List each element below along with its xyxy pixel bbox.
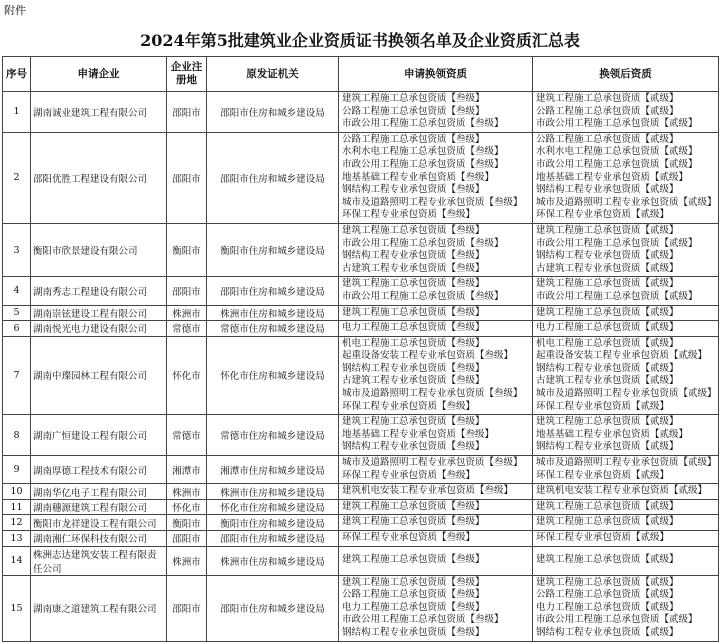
qualification-item: 地基基础工程专业承包资质【贰级】 (536, 428, 689, 440)
header-no: 序号 (3, 57, 31, 92)
qualification-item: 钢结构工程专业承包资质【叁级】 (342, 441, 485, 453)
table-row (3, 277, 719, 305)
cell-authority: 怀化市住房和城乡建设局 (207, 499, 339, 515)
table-row (3, 546, 719, 575)
cell-after (533, 277, 719, 305)
cell-company: 湖南湘仁环保科技有限公司 (31, 531, 167, 547)
qualification-item: 市政公用工程施工总承包资质【贰级】 (536, 118, 698, 130)
qualification-item: 城市及道路照明工程专业承包资质【叁级】 (342, 196, 523, 208)
cell-after (533, 515, 719, 531)
qualification-item: 城市及道路照明工程专业承包资质【叁级】 (342, 388, 523, 400)
header-after: 换领后资质 (533, 57, 719, 92)
cell-apply (339, 223, 533, 276)
qualification-item: 建筑机电安装工程专业承包资质【贰级】 (536, 485, 708, 497)
cell-company: 湖南中璨园林工程有限公司 (31, 336, 167, 415)
qualification-item: 环保工程专业承包资质【贰级】 (536, 469, 670, 481)
qualification-item: 城市及道路照明工程专业承包资质【贰级】 (536, 457, 717, 469)
qualification-item: 建筑工程施工总承包资质【叁级】 (342, 306, 485, 318)
qualification-item: 地基基础工程专业承包资质【贰级】 (536, 171, 689, 183)
cell-place: 邵阳市 (167, 92, 207, 133)
page-title: 2024年第5批建筑业企业资质证书换领名单及企业资质汇总表 (140, 31, 580, 50)
qualification-item: 市政公用工程施工总承包资质【贰级】 (536, 237, 698, 249)
cell-apply (339, 336, 533, 415)
cell-apply (339, 499, 533, 515)
cell-place: 衡阳市 (167, 223, 207, 276)
cell-authority: 邵阳市住房和城乡建设局 (207, 531, 339, 547)
table-row (3, 305, 719, 321)
qualification-item: 钢结构工程专业承包资质【叁级】 (342, 362, 485, 374)
cell-authority: 衡阳市住房和城乡建设局 (207, 515, 339, 531)
cell-apply (339, 515, 533, 531)
cell-after (533, 415, 719, 456)
cell-place: 怀化市 (167, 499, 207, 515)
cell-apply (339, 277, 533, 305)
attachment-label: 附件 (4, 4, 26, 17)
qualification-item: 电力工程施工总承包资质【叁级】 (342, 322, 485, 334)
qualification-item: 建筑工程施工总承包资质【贰级】 (536, 416, 679, 428)
cell-no: 14 (3, 546, 31, 575)
qualification-item: 机电工程施工总承包资质【贰级】 (536, 337, 679, 349)
qualification-item: 建筑工程施工总承包资质【贰级】 (536, 500, 679, 512)
cell-after (533, 336, 719, 415)
table-row (3, 499, 719, 515)
qualification-item: 建筑工程施工总承包资质【叁级】 (342, 416, 485, 428)
qualification-item: 建筑工程施工总承包资质【贰级】 (536, 278, 679, 290)
cell-place: 株洲市 (167, 305, 207, 321)
cell-after (533, 321, 719, 337)
qualification-item: 建筑工程施工总承包资质【叁级】 (342, 224, 485, 236)
cell-company: 衡阳市欣景建设有限公司 (31, 223, 167, 276)
table-row (3, 92, 719, 133)
qualification-item: 地基基础工程专业承包资质【叁级】 (342, 171, 495, 183)
qualification-item: 钢结构工程专业承包资质【叁级】 (342, 184, 485, 196)
qualification-item: 市政公用工程施工总承包资质【叁级】 (342, 614, 504, 626)
cell-company: 湖南穗源建筑工程有限公司 (31, 499, 167, 515)
cell-authority: 邵阳市住房和城乡建设局 (207, 575, 339, 641)
cell-authority: 怀化市住房和城乡建设局 (207, 336, 339, 415)
cell-apply (339, 546, 533, 575)
table-row (3, 132, 719, 223)
qualification-item: 钢结构工程专业承包资质【贰级】 (536, 184, 679, 196)
cell-apply (339, 132, 533, 223)
qualification-item: 环保工程专业承包资质【贰级】 (536, 400, 670, 412)
qualification-item: 市政公用工程施工总承包资质【贰级】 (536, 158, 698, 170)
cell-apply (339, 92, 533, 133)
qualification-item: 环保工程专业承包资质【叁级】 (342, 209, 476, 221)
qualification-item: 环保工程专业承包资质【叁级】 (342, 469, 476, 481)
qualification-item: 建筑工程施工总承包资质【贰级】 (536, 224, 679, 236)
qualification-item: 起重设备安装工程专业承包资质【叁级】 (342, 350, 514, 362)
cell-after (533, 531, 719, 547)
cell-apply (339, 456, 533, 484)
cell-no: 1 (3, 92, 31, 133)
table-row (3, 484, 719, 500)
table-row (3, 515, 719, 531)
table-row (3, 531, 719, 547)
cell-company: 衡阳市龙祥建设工程有限公司 (31, 515, 167, 531)
cell-place: 常德市 (167, 321, 207, 337)
qualification-item: 建筑工程施工总承包资质【贰级】 (536, 554, 679, 566)
table-row (3, 575, 719, 641)
header-company: 申请企业 (31, 57, 167, 92)
qualification-item: 市政公用工程施工总承包资质【贰级】 (536, 614, 698, 626)
cell-place: 邵阳市 (167, 575, 207, 641)
cell-authority: 衡阳市住房和城乡建设局 (207, 223, 339, 276)
qualification-item: 市政公用工程施工总承包资质【叁级】 (342, 118, 504, 130)
qualification-item: 城市及道路照明工程专业承包资质【叁级】 (342, 457, 523, 469)
cell-after (533, 575, 719, 641)
cell-company: 湖南秀志工程建设有限公司 (31, 277, 167, 305)
qualification-item: 电力工程施工总承包资质【叁级】 (342, 601, 485, 613)
cell-no: 6 (3, 321, 31, 337)
qualification-item: 古建筑工程专业承包资质【贰级】 (536, 375, 679, 387)
qualification-item: 钢结构工程专业承包资质【叁级】 (342, 626, 485, 638)
cell-place: 衡阳市 (167, 515, 207, 531)
cell-apply (339, 575, 533, 641)
cell-authority: 株洲市住房和城乡建设局 (207, 305, 339, 321)
table-row (3, 456, 719, 484)
cell-company: 株洲志达建筑安装工程有限责任公司 (31, 546, 167, 575)
cell-place: 邵阳市 (167, 277, 207, 305)
table-header-row (3, 57, 719, 92)
table-row (3, 223, 719, 276)
cell-no: 2 (3, 132, 31, 223)
cell-company: 邵阳优胜工程建设有限公司 (31, 132, 167, 223)
cell-no: 11 (3, 499, 31, 515)
qualification-item: 建筑工程施工总承包资质【贰级】 (536, 576, 679, 588)
qualification-item: 电力工程施工总承包资质【贰级】 (536, 601, 679, 613)
cell-authority: 常德市住房和城乡建设局 (207, 321, 339, 337)
qualification-item: 公路工程施工总承包资质【贰级】 (536, 589, 679, 601)
qualification-item: 钢结构工程专业承包资质【贰级】 (536, 626, 679, 638)
cell-apply (339, 305, 533, 321)
qualification-item: 建筑工程施工总承包资质【贰级】 (536, 516, 679, 528)
cell-after (533, 223, 719, 276)
qualification-item: 环保工程专业承包资质【贰级】 (536, 532, 670, 543)
cell-company: 湖南厚德工程技术有限公司 (31, 456, 167, 484)
cell-no: 9 (3, 456, 31, 484)
qualification-item: 建筑工程施工总承包资质【叁级】 (342, 576, 485, 588)
qualification-item: 建筑工程施工总承包资质【叁级】 (342, 278, 485, 290)
qualification-item: 公路工程施工总承包资质【贰级】 (536, 133, 679, 145)
cell-place: 邵阳市 (167, 531, 207, 547)
qualification-item: 机电工程施工总承包资质【叁级】 (342, 337, 485, 349)
cell-after (533, 484, 719, 500)
cell-company: 湖南崇铉建设工程有限公司 (31, 305, 167, 321)
table-row (3, 415, 719, 456)
qualification-item: 起重设备安装工程专业承包资质【贰级】 (536, 350, 708, 362)
qualification-item: 市政公用工程施工总承包资质【叁级】 (342, 290, 504, 302)
qualification-item: 钢结构工程专业承包资质【贰级】 (536, 441, 679, 453)
cell-authority: 邵阳市住房和城乡建设局 (207, 132, 339, 223)
cell-no: 5 (3, 305, 31, 321)
cell-no: 12 (3, 515, 31, 531)
cell-after (533, 92, 719, 133)
qualification-item: 环保工程专业承包资质【贰级】 (536, 209, 670, 221)
cell-after (533, 305, 719, 321)
cell-no: 10 (3, 484, 31, 500)
cell-no: 15 (3, 575, 31, 641)
qualification-table (2, 56, 719, 642)
cell-authority: 株洲市住房和城乡建设局 (207, 484, 339, 500)
cell-company: 湖南悦光电力建设有限公司 (31, 321, 167, 337)
qualification-item: 建筑工程施工总承包资质【贰级】 (536, 93, 679, 104)
cell-company: 湖南诚业建筑工程有限公司 (31, 92, 167, 133)
qualification-item: 水利水电工程施工总承包资质【贰级】 (536, 146, 698, 158)
qualification-item: 公路工程施工总承包资质【叁级】 (342, 589, 485, 601)
qualification-item: 古建筑工程专业承包资质【贰级】 (536, 262, 679, 274)
qualification-item: 建筑工程施工总承包资质【叁级】 (342, 516, 485, 528)
qualification-item: 建筑机电安装工程专业承包资质【叁级】 (342, 485, 514, 497)
cell-after (533, 132, 719, 223)
cell-after (533, 546, 719, 575)
cell-place: 怀化市 (167, 336, 207, 415)
cell-company: 湖南广恒建设工程有限公司 (31, 415, 167, 456)
cell-company: 湖南华亿电子工程有限公司 (31, 484, 167, 500)
header-authority: 原发证机关 (207, 57, 339, 92)
cell-no: 3 (3, 223, 31, 276)
cell-apply (339, 531, 533, 547)
cell-apply (339, 321, 533, 337)
qualification-item: 钢结构工程专业承包资质【贰级】 (536, 362, 679, 374)
cell-no: 8 (3, 415, 31, 456)
cell-no: 7 (3, 336, 31, 415)
cell-place: 株洲市 (167, 484, 207, 500)
qualification-item: 建筑工程施工总承包资质【贰级】 (536, 306, 679, 318)
qualification-item: 建筑工程施工总承包资质【叁级】 (342, 500, 485, 512)
qualification-item: 建筑工程施工总承包资质【叁级】 (342, 554, 485, 566)
table-row (3, 321, 719, 337)
cell-authority: 常德市住房和城乡建设局 (207, 415, 339, 456)
qualification-item: 钢结构工程专业承包资质【贰级】 (536, 250, 679, 262)
cell-apply (339, 415, 533, 456)
qualification-item: 钢结构工程专业承包资质【叁级】 (342, 250, 485, 262)
cell-no: 13 (3, 531, 31, 547)
qualification-item: 环保工程专业承包资质【叁级】 (342, 532, 476, 543)
qualification-item: 公路工程施工总承包资质【贰级】 (536, 105, 679, 117)
cell-after (533, 499, 719, 515)
qualification-item: 市政公用工程施工总承包资质【贰级】 (536, 290, 698, 302)
qualification-item: 市政公用工程施工总承包资质【叁级】 (342, 237, 504, 249)
header-place: 企业注册地 (167, 57, 207, 92)
qualification-item: 城市及道路照明工程专业承包资质【贰级】 (536, 196, 717, 208)
qualification-item: 电力工程施工总承包资质【贰级】 (536, 322, 679, 334)
cell-place: 常德市 (167, 415, 207, 456)
qualification-item: 公路工程施工总承包资质【叁级】 (342, 133, 485, 145)
cell-authority: 邵阳市住房和城乡建设局 (207, 92, 339, 133)
qualification-item: 市政公用工程施工总承包资质【叁级】 (342, 158, 504, 170)
qualification-item: 古建筑工程专业承包资质【叁级】 (342, 375, 485, 387)
qualification-item: 环保工程专业承包资质【叁级】 (342, 400, 476, 412)
qualification-item: 水利水电工程施工总承包资质【叁级】 (342, 146, 504, 158)
cell-place: 邵阳市 (167, 132, 207, 223)
qualification-item: 建筑工程施工总承包资质【叁级】 (342, 93, 485, 104)
header-apply: 申请换领资质 (339, 57, 533, 92)
cell-authority: 湘潭市住房和城乡建设局 (207, 456, 339, 484)
cell-authority: 株洲市住房和城乡建设局 (207, 546, 339, 575)
cell-authority: 邵阳市住房和城乡建设局 (207, 277, 339, 305)
qualification-item: 古建筑工程专业承包资质【叁级】 (342, 262, 485, 274)
cell-no: 4 (3, 277, 31, 305)
qualification-item: 城市及道路照明工程专业承包资质【贰级】 (536, 388, 717, 400)
cell-apply (339, 484, 533, 500)
cell-after (533, 456, 719, 484)
cell-place: 湘潭市 (167, 456, 207, 484)
qualification-item: 公路工程施工总承包资质【叁级】 (342, 105, 485, 117)
cell-company: 湖南康之道建筑工程有限公司 (31, 575, 167, 641)
table-row (3, 336, 719, 415)
cell-place: 株洲市 (167, 546, 207, 575)
qualification-item: 地基基础工程专业承包资质【叁级】 (342, 428, 495, 440)
